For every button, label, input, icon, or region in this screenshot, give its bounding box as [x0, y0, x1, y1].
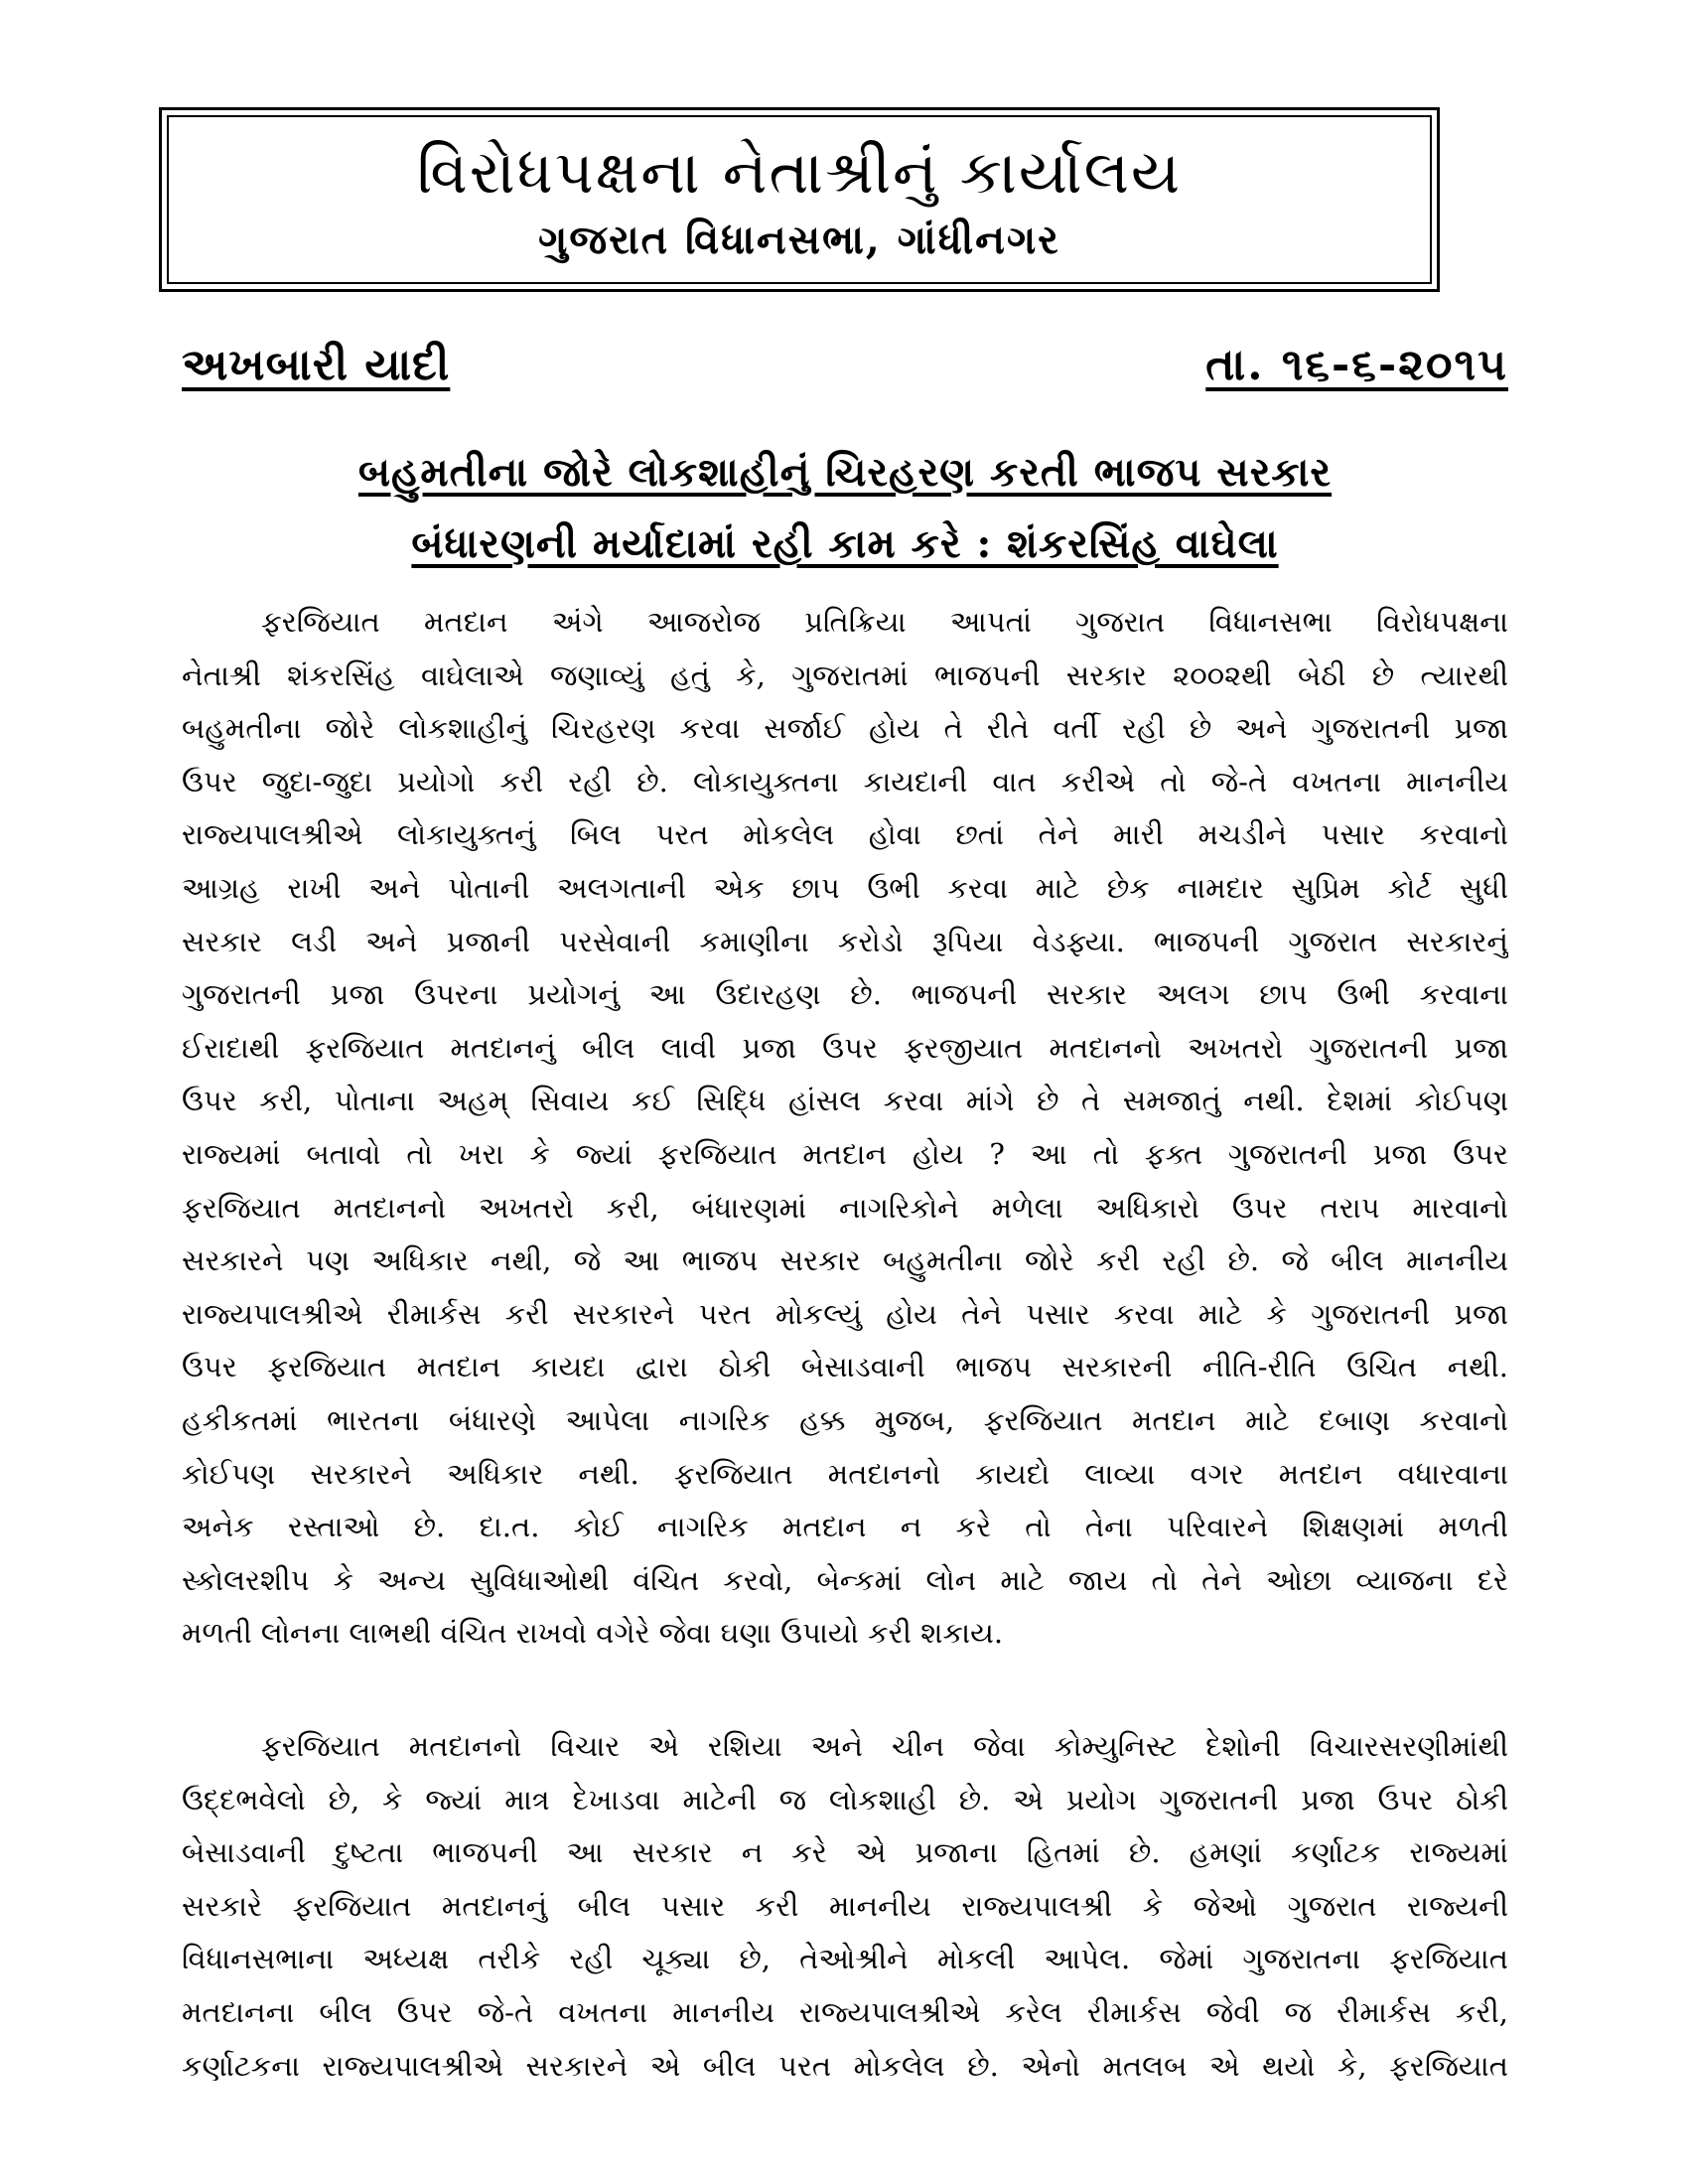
release-info-row — [182, 340, 1508, 399]
paragraph-line: બેસાડવાની દુષ્ટતા ભાજપની આ સરકાર ન કરે એ પ્રજાના હિતમાં છે. હમણાં કર્ણાટક રાજ્યમાં — [182, 1835, 1508, 1870]
paragraph-line: ગુજરાતની પ્રજા ઉપરના પ્રયોગનું આ ઉદારહણ છે. ભાજપની સરકાર અલગ છાપ ઉભી કરવાના — [182, 977, 1508, 1012]
paragraph-line: સરકારે ફરજિયાત મતદાનનું બીલ પસાર કરી માનનીય રાજ્યપાલશ્રી કે જેઓ ગુજરાત રાજ્યની — [182, 1888, 1508, 1923]
paragraph-line: સરકારને પણ અધિકાર નથી, જે આ ભાજપ સરકાર બહુમતીના જોરે કરી રહી છે. જે બીલ માનનીય — [182, 1243, 1508, 1278]
paragraph-line: સ્કોલરશીપ કે અન્ય સુવિધાઓથી વંચિત કરવો, બેન્કમાં લોન માટે જાય તો તેને ઓછા વ્યાજના દરે — [182, 1562, 1508, 1597]
paragraph-line: ઉપર જુદા-જુદા પ્રયોગો કરી રહી છે. લોકાયુક્તના કાયદાની વાત કરીએ તો જે-તે વખતના માનનીય — [182, 764, 1508, 799]
paragraph-line: હકીકતમાં ભારતના બંધારણે આપેલા નાગરિક હક્ક મુજબ, ફરજિયાત મતદાન માટે દબાણ કરવાનો — [182, 1402, 1508, 1437]
paragraph-line: કર્ણાટકના રાજ્યપાલશ્રીએ સરકારને એ બીલ પરત મોકલેલ છે. એનો મતલબ એ થયો કે, ફરજિયાત — [182, 2048, 1508, 2083]
office-header-box — [159, 107, 1440, 292]
paragraph-line: મતદાનના બીલ ઉપર જે-તે વખતના માનનીય રાજ્યપાલશ્રીએ કરેલ રીમાર્કસ જેવી જ રીમાર્કસ કરી, — [182, 1994, 1508, 2029]
paragraph-line: ફરજિયાત મતદાન અંગે આજરોજ પ્રતિક્રિયા આપતાં ગુજરાત વિધાનસભા વિરોધપક્ષના — [261, 605, 1508, 639]
paragraph-line: અનેક રસ્તાઓ છે. દા.ત. કોઈ નાગરિક મતદાન ન કરે તો તેના પરિવારને શિક્ષણમાં મળતી — [182, 1510, 1508, 1544]
paragraph-line: ઉદ્દભવેલો છે, કે જ્યાં માત્ર દેખાડવા માટેની જ લોકશાહી છે. એ પ્રયોગ ગુજરાતની પ્રજા ઉપર ઠોકી — [182, 1782, 1508, 1817]
paragraph-line: બહુમતીના જોરે લોકશાહીનું ચિરહરણ કરવા સર્જાઈ હોય તે રીતે વર્તી રહી છે અને ગુજરાતની પ્રજા — [182, 711, 1508, 746]
release-label: અખબારી યાદી — [182, 340, 451, 390]
paragraph-line: ઉપર ફરજિયાત મતદાન કાયદા દ્વારા ઠોકી બેસાડવાની ભાજપ સરકારની નીતિ-રીતિ ઉચિત નથી. — [182, 1350, 1508, 1384]
headline-line-1: બહુમતીના જોરે લોકશાહીનું ચિરહરણ કરતી ભાજપ સરકાર — [357, 449, 1333, 496]
paragraph-line: ઈરાદાથી ફરજિયાત મતદાનનું બીલ લાવી પ્રજા ઉપર ફરજીયાત મતદાનનો અખતરો ગુજરાતની પ્રજા — [182, 1030, 1508, 1065]
paragraph-line: કોઈપણ સરકારને અધિકાર નથી. ફરજિયાત મતદાનનો કાયદો લાવ્યા વગર મતદાન વધારવાના — [182, 1456, 1508, 1491]
paragraph-line: સરકાર લડી અને પ્રજાની પરસેવાની કમાણીના કરોડો રૂપિયા વેડફ્યા. ભાજપની ગુજરાત સરકારનું — [182, 924, 1508, 958]
paragraph-line: રાજ્યમાં બતાવો તો ખરા કે જ્યાં ફરજિયાત મતદાન હોય ? આ તો ફક્ત ગુજરાતની પ્રજા ઉપર — [182, 1136, 1508, 1171]
office-header-inner-border — [167, 115, 1432, 284]
paragraph-line: રાજ્યપાલશ્રીએ લોકાયુક્તનું બિલ પરત મોકલેલ હોવા છતાં તેને મારી મચડીને પસાર કરવાનો — [182, 817, 1508, 852]
paragraph-line: ફરજિયાત મતદાનનો વિચાર એ રશિયા અને ચીન જેવા કોમ્યુનિસ્ટ દેશોની વિચારસરણીમાંથી — [261, 1729, 1508, 1763]
office-title: વિરોધપક્ષના નેતાશ્રીનું કાર્યાલય — [416, 138, 1183, 208]
paragraph-line: રાજ્યપાલશ્રીએ રીમાર્કસ કરી સરકારને પરત મોકલ્યું હોય તેને પસાર કરવા માટે કે ગુજરાતની પ્રજા — [182, 1296, 1508, 1331]
paragraph-line: મળતી લોનના લાભથી વંચિત રાખવો વગેરે જેવા ઘણા ઉપાયો કરી શકાય. — [182, 1616, 1004, 1651]
body-paragraph-2 — [182, 1720, 1508, 2093]
office-subtitle: ગુજરાત વિધાનસભા, ગાંધીનગર — [538, 217, 1060, 263]
paragraph-line: વિધાનસભાના અધ્યક્ષ તરીકે રહી ચૂક્યા છે, તેઓશ્રીને મોકલી આપેલ. જેમાં ગુજરાતના ફરજિયાત — [182, 1942, 1508, 1976]
body-paragraph-1 — [182, 596, 1508, 1661]
paragraph-line: આગ્રહ રાખી અને પોતાની અલગતાની એક છાપ ઉભી કરવા માટે છેક નામદાર સુપ્રિમ કોર્ટ સુધી — [182, 870, 1508, 905]
paragraph-line: ઉપર કરી, પોતાના અહમ્ સિવાય કઈ સિદ્ધિ હાંસલ કરવા માંગે છે તે સમજાતું નથી. દેશમાં કોઈપણ — [182, 1084, 1508, 1118]
release-date: તા. ૧૬-૬-૨૦૧૫ — [1205, 340, 1508, 390]
paragraph-line: ફરજિયાત મતદાનનો અખતરો કરી, બંધારણમાં નાગરિકોને મળેલા અધિકારો ઉપર તરાપ મારવાનો — [182, 1190, 1508, 1225]
headline-line-2: બંધારણની મર્યાદામાં રહી કામ કરે : શંકરસિંહ વાઘેલા — [411, 520, 1279, 567]
paragraph-line: નેતાશ્રી શંકરસિંહ વાઘેલાએ જણાવ્યું હતું કે, ગુજરાતમાં ભાજપની સરકાર ૨૦૦૨થી બેઠી છે ત્યારથી — [182, 657, 1508, 692]
